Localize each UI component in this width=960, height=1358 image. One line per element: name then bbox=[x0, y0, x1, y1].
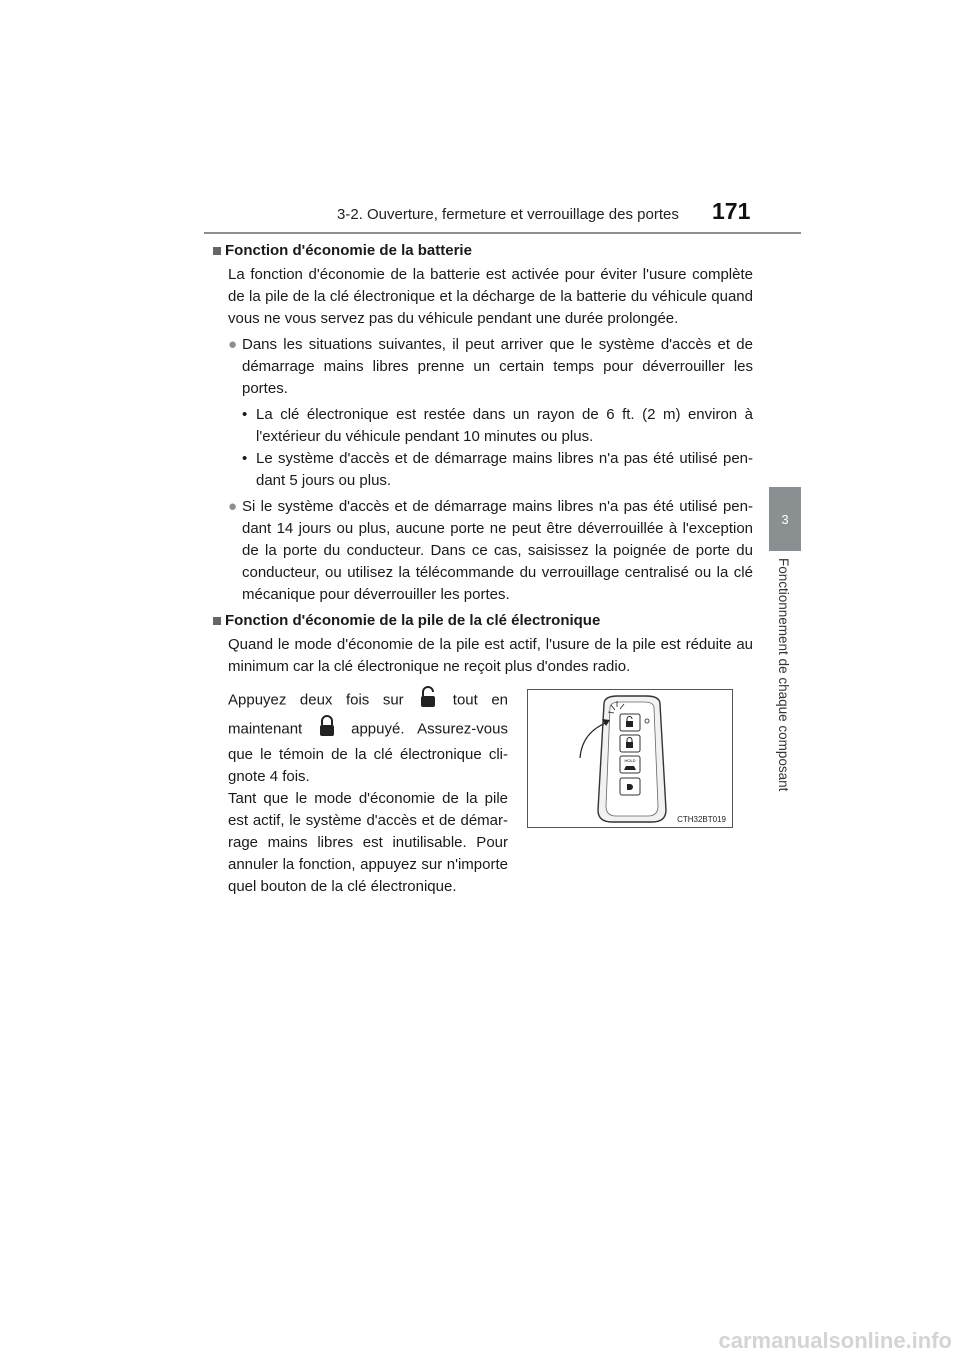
page-number: 171 bbox=[712, 198, 751, 224]
sub-bullet-item bbox=[242, 404, 753, 448]
section-paragraph: La fonction d'économie de la batterie est activée pour éviter l'usure complète de la pile de la clé électronique et la décharge de la batterie du véhicule quand vous ne vous servez pas du véhicule pendant une durée prolongée. bbox=[228, 266, 753, 327]
bullet-item bbox=[228, 334, 753, 400]
section-heading-battery bbox=[213, 240, 753, 262]
circle-bullet-icon: ● bbox=[228, 498, 238, 515]
hold-label: HOLD bbox=[624, 758, 636, 763]
instruction-text bbox=[228, 686, 508, 898]
section-paragraph: Quand le mode d'économie de la pile est actif, l'usure de la pile est réduite au minimum car la clé électronique ne reçoit plus d'ondes radio. bbox=[228, 636, 753, 675]
section-heading-key-battery bbox=[213, 610, 753, 632]
sub-bullet-text: Le système d'accès et de démarrage mains libres n'a pas été utilisé pen- dant 5 jours ou plus. bbox=[256, 450, 753, 489]
watermark: carmanualsonline.info bbox=[718, 1328, 952, 1353]
unlock-icon bbox=[419, 686, 437, 715]
key-fob-drawing bbox=[528, 690, 732, 827]
header-title: 3-2. Ouverture, fermeture et verrouillage des portes bbox=[337, 206, 679, 223]
instruction-part: Appuyez deux fois sur bbox=[228, 691, 404, 709]
page-content bbox=[213, 240, 753, 895]
panic-icon bbox=[627, 784, 633, 790]
trunk-icon bbox=[624, 766, 636, 770]
square-bullet-icon bbox=[213, 617, 221, 625]
figure-code: CTH32BT019 bbox=[677, 815, 726, 824]
key-fob-illustration bbox=[527, 689, 733, 828]
header-divider bbox=[204, 232, 801, 234]
sub-bullet-item bbox=[242, 448, 753, 492]
bullet-text: Si le système d'accès et de démarrage mains libres n'a pas été utilisé pen- dant 14 jours ou plus, aucune porte ne peut être déverrouillée à l'exception de la porte du conducteur. Dans ce cas, saisissez la poignée de porte du conducteur, ou utilisez la télécommande du verrouillage centralisé ou la clé mécanique pour déverrouiller les portes. bbox=[242, 498, 753, 603]
bullet-item bbox=[228, 496, 753, 606]
instruction-part: tout en maintenant bbox=[228, 691, 509, 738]
section-heading-text: Fonction d'économie de la batterie bbox=[225, 242, 472, 259]
square-bullet-icon bbox=[213, 247, 221, 255]
chapter-label: Fonctionnement de chaque composant bbox=[776, 558, 791, 792]
sub-bullet-text: La clé électronique est restée dans un rayon de 6 ft. (2 m) environ à l'extérieur du véhicule pendant 10 minutes ou plus. bbox=[256, 406, 753, 445]
chapter-number: 3 bbox=[781, 511, 789, 527]
chapter-tab bbox=[769, 487, 801, 551]
lock-icon bbox=[318, 715, 336, 744]
instruction-part: Tant que le mode d'économie de la pile est actif, le système d'accès et de démar- rage mains libres est inutilisable. Pour annuler la fonction, appuyez sur n'importe quel bouton de la clé électronique. bbox=[228, 790, 508, 895]
circle-bullet-icon: ● bbox=[228, 336, 238, 353]
instruction-part: appuyé. Assurez-vous que le témoin de la clé électronique cli- gnote 4 fois. bbox=[228, 720, 508, 785]
dot-bullet-icon: • bbox=[242, 406, 248, 423]
instruction-block bbox=[228, 686, 753, 895]
section-heading-text: Fonction d'économie de la pile de la clé électronique bbox=[225, 612, 601, 629]
dot-bullet-icon: • bbox=[242, 450, 248, 467]
bullet-text: Dans les situations suivantes, il peut arriver que le système d'accès et de démarrage mains libres prenne un certain temps pour déverrouiller les portes. bbox=[242, 336, 753, 397]
